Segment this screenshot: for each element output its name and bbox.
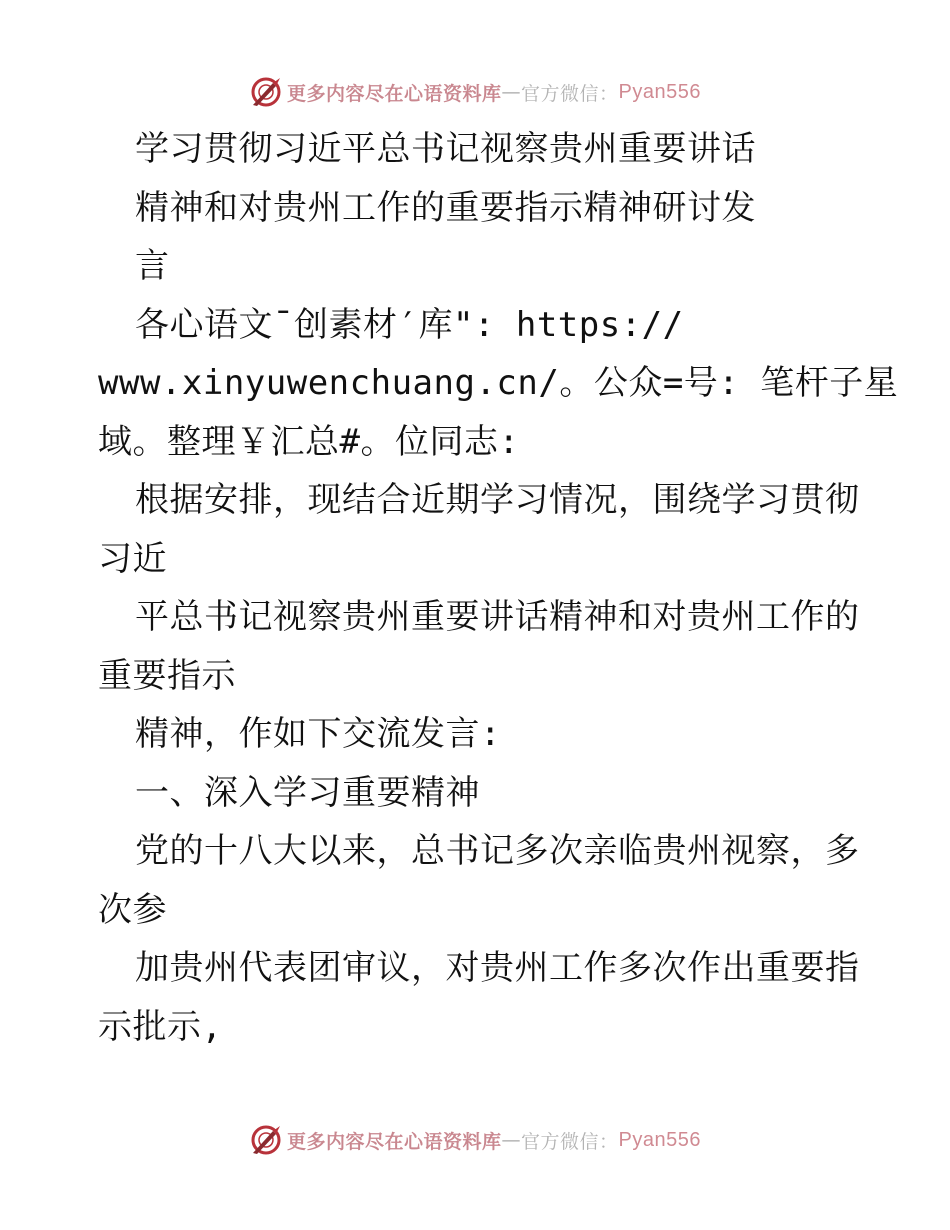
paragraph-line: 次参 (98, 889, 167, 930)
watermark-text-line-2: www.xinyuwenchuang.cn/。公众=号: 笔杆子星 (98, 363, 899, 403)
document-title-line-1: 学习贯彻习近平总书记视察贵州重要讲话 (135, 129, 756, 169)
banner-main-text: 更多内容尽在心语资料库 (287, 1130, 502, 1153)
banner-wechat-id: Pyan556 (618, 80, 701, 103)
banner-dash: — (501, 81, 522, 103)
section-heading: 一、深入学习重要精神 (135, 772, 480, 813)
paragraph-line: 示批示, (98, 1006, 223, 1047)
paragraph-line: 加贵州代表团审议，对贵州工作多次作出重要指 (135, 948, 860, 988)
paragraph-line: 重要指示 (98, 655, 236, 696)
paragraph-line: 根据安排，现结合近期学习情况，围绕学习贯彻 (135, 480, 860, 520)
banner-dash: — (501, 1129, 522, 1151)
paragraph-line: 党的十八大以来，总书记多次亲临贵州视察，多 (135, 831, 860, 871)
paragraph-line: 习近 (98, 538, 167, 579)
paragraph-line: 精神，作如下交流发言: (135, 714, 501, 754)
footer-watermark-banner (0, 1120, 950, 1160)
document-title-line-3: 言 (135, 246, 170, 286)
document-body (98, 120, 899, 1056)
paragraph-line: 平总书记视察贵州重要讲话精神和对贵州工作的 (135, 597, 860, 637)
banner-wechat-label: 官方微信： (521, 82, 619, 105)
banner-main-text: 更多内容尽在心语资料库 (287, 82, 502, 105)
banner-wechat-id: Pyan556 (618, 1128, 701, 1151)
quill-pen-logo-icon (249, 75, 283, 109)
document-title-line-2: 精神和对贵州工作的重要指示精神研讨发 (135, 187, 756, 228)
salutation-line: 域。整理￥汇总#。位同志: (98, 421, 520, 462)
banner-wechat-label: 官方微信： (521, 1130, 619, 1153)
header-watermark-banner (0, 72, 950, 112)
quill-pen-logo-icon (249, 1123, 283, 1157)
watermark-text-line-1: 各心语文¯创素材′库": https:// (135, 304, 684, 345)
